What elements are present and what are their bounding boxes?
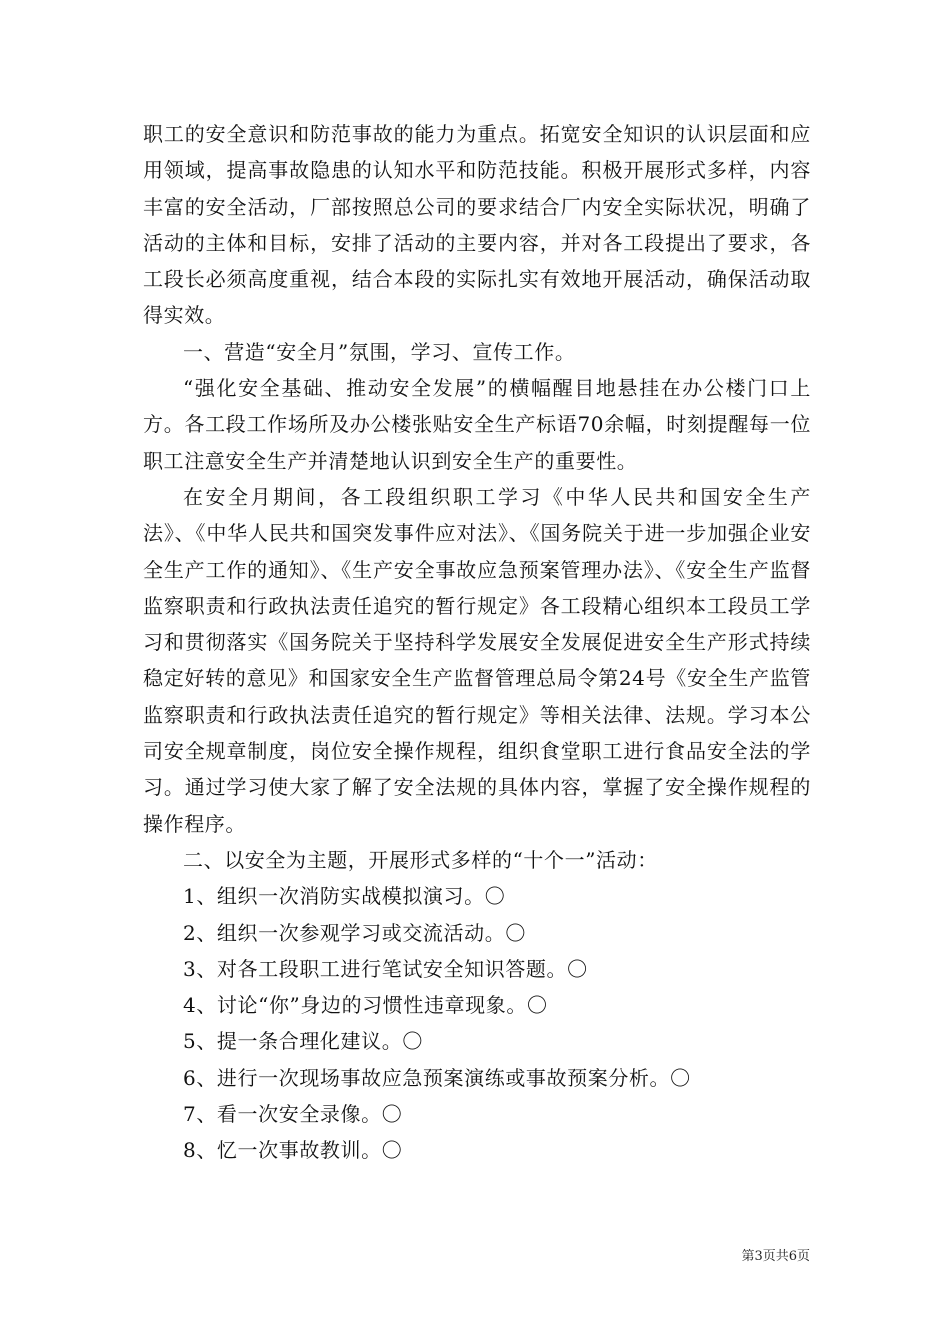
paragraph-intro-continuation: 职工的安全意识和防范事故的能力为重点。拓宽安全知识的认识层面和应用领域，提高事故隐患的认知水平和防范技能。积极开展形式多样，内容丰富的安全活动，厂部按照总公司的要求结合厂内安全实际状况，明确了活动的主体和目标，安排了活动的主要内容，并对各工段提出了要求，各工段长必须高度重视，结合本段的实际扎实有效地开展活动，确保活动取得实效。 [143, 122, 811, 328]
list-item: 5、提一条合理化建议。〇 [183, 1029, 423, 1054]
section-heading-2: 二、以安全为主题，开展形式多样的“十个一”活动： [183, 847, 658, 872]
paragraph-study: 在安全月期间，各工段组织职工学习《中华人民共和国安全生产法》、《中华人民共和国突发事件应对法》、《国务院关于进一步加强企业安全生产工作的通知》、《生产安全事故应急预案管理办法》、《安全生产监督监察职责和行政执法责任追究的暂行规定》各工段精心组织本工段员工学习和贯彻落实《国务院关于坚持科学发展安全发展促进安全生产形式持续稳定好转的意见》和国家安全生产监督管理总局令第24号《安全生产监管监察职责和行政执法责任追究的暂行规定》等相关法律、法规。学习本公司安全规章制度，岗位安全操作规程，组织食堂职工进行食品安全法的学习。通过学习使大家了解了安全法规的具体内容，掌握了安全操作规程的操作程序。 [143, 484, 811, 836]
page-number: 第3页共6页 [741, 1249, 810, 1264]
list-item: 4、讨论“你”身边的习惯性违章现象。〇 [183, 993, 548, 1018]
list-item: 6、进行一次现场事故应急预案演练或事故预案分析。〇 [183, 1065, 691, 1090]
section-heading-1: 一、营造“安全月”氛围，学习、宣传工作。 [183, 339, 576, 364]
paragraph-banner: “强化安全基础、推动安全发展”的横幅醒目地悬挂在办公楼门口上方。各工段工作场所及办公楼张贴安全生产标语70余幅，时刻提醒每一位职工注意安全生产并清楚地认识到安全生产的重要性。 [143, 376, 811, 473]
list-item: 2、组织一次参观学习或交流活动。〇 [183, 920, 526, 945]
list-item: 3、对各工段职工进行笔试安全知识答题。〇 [183, 956, 588, 981]
document-body [143, 116, 811, 1169]
list-item: 8、忆一次事故教训。〇 [183, 1138, 403, 1163]
list-item: 1、组织一次消防实战模拟演习。〇 [183, 884, 506, 909]
list-item: 7、看一次安全录像。〇 [183, 1102, 403, 1127]
